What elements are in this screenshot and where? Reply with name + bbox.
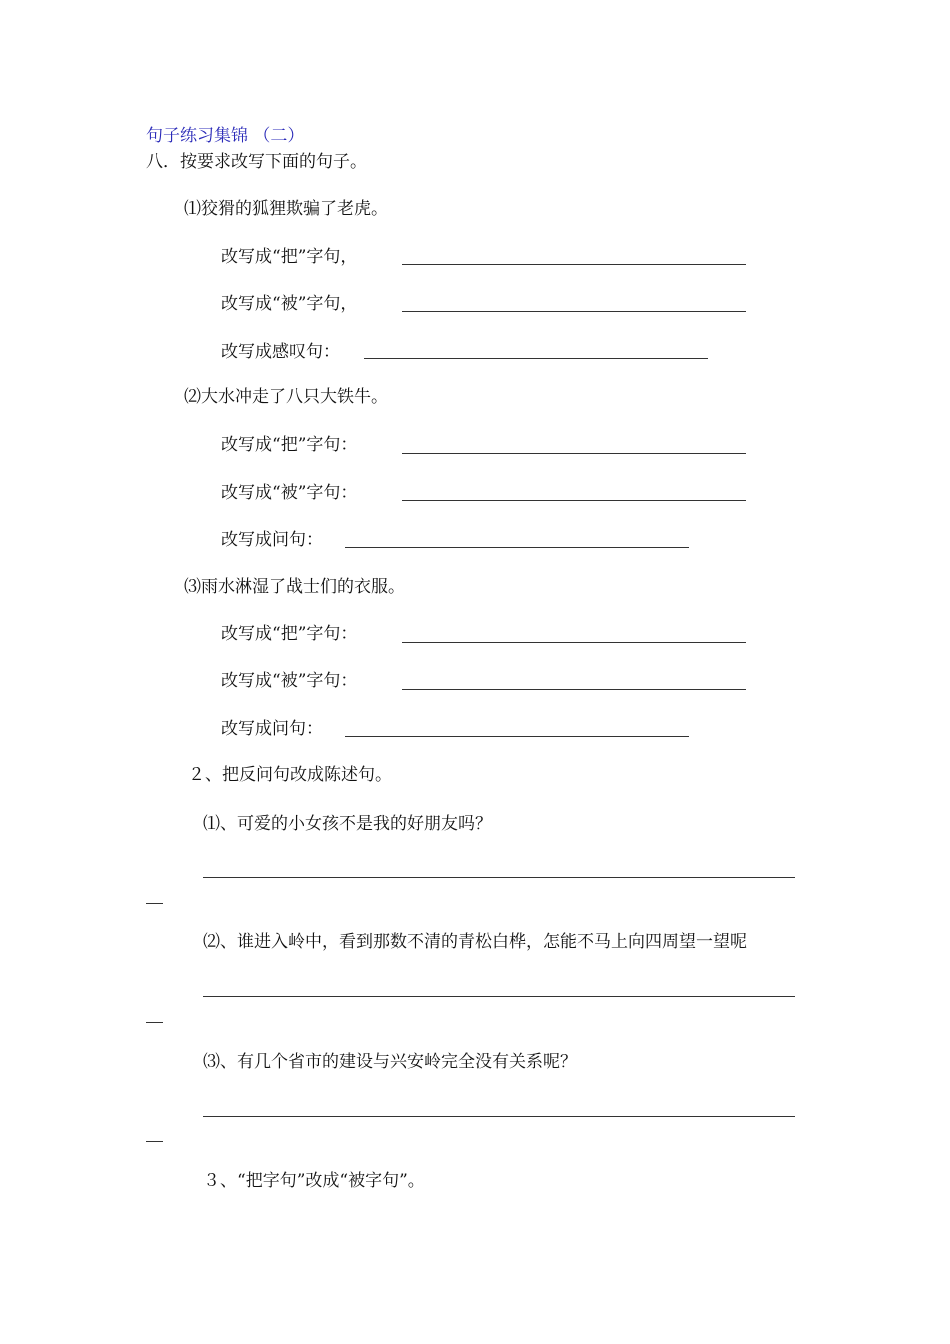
line-continuation bbox=[146, 1141, 163, 1142]
section-heading: ２、把反问句改成陈述句。 bbox=[188, 765, 392, 785]
answer-line[interactable] bbox=[402, 642, 746, 643]
line-continuation bbox=[146, 903, 163, 904]
rewrite-prompt: 改写成“被”字句： bbox=[221, 483, 358, 503]
answer-line[interactable] bbox=[402, 500, 746, 501]
answer-line[interactable] bbox=[345, 736, 689, 737]
rewrite-prompt: 改写成问句： bbox=[221, 530, 323, 550]
line-continuation bbox=[146, 1022, 163, 1023]
page-title: 句子练习集锦 （二） bbox=[146, 126, 305, 146]
rewrite-prompt: 改写成“被”字句， bbox=[221, 294, 358, 314]
rewrite-prompt: 改写成“被”字句： bbox=[221, 671, 358, 691]
answer-line[interactable] bbox=[203, 1116, 795, 1117]
rewrite-prompt: 改写成“把”字句， bbox=[221, 247, 358, 267]
exercise-question: ⑶、有几个省市的建设与兴安岭完全没有关系呢？ bbox=[203, 1052, 577, 1072]
exercise-sentence: ⑶雨水淋湿了战士们的衣服。 bbox=[184, 577, 405, 597]
answer-line[interactable] bbox=[402, 311, 746, 312]
exercise-sentence: ⑵大水冲走了八只大铁牛。 bbox=[184, 387, 388, 407]
answer-line[interactable] bbox=[402, 453, 746, 454]
rewrite-prompt: 改写成感叹句： bbox=[221, 342, 340, 362]
answer-line[interactable] bbox=[203, 996, 795, 997]
rewrite-prompt: 改写成问句： bbox=[221, 719, 323, 739]
answer-line[interactable] bbox=[203, 877, 795, 878]
section-heading: 八．按要求改写下面的句子。 bbox=[146, 152, 367, 172]
answer-line[interactable] bbox=[402, 264, 746, 265]
exercise-question: ⑴、可爱的小女孩不是我的好朋友吗？ bbox=[203, 814, 492, 834]
exercise-sentence: ⑴狡猾的狐狸欺骗了老虎。 bbox=[184, 199, 388, 219]
answer-line[interactable] bbox=[402, 689, 746, 690]
rewrite-prompt: 改写成“把”字句： bbox=[221, 624, 358, 644]
section-heading: ３、“把字句”改成“被字句”。 bbox=[203, 1171, 425, 1191]
exercise-question: ⑵、谁进入岭中，看到那数不清的青松白桦，怎能不马上向四周望一望呢 bbox=[203, 932, 747, 952]
answer-line[interactable] bbox=[345, 547, 689, 548]
rewrite-prompt: 改写成“把”字句： bbox=[221, 435, 358, 455]
answer-line[interactable] bbox=[364, 358, 708, 359]
